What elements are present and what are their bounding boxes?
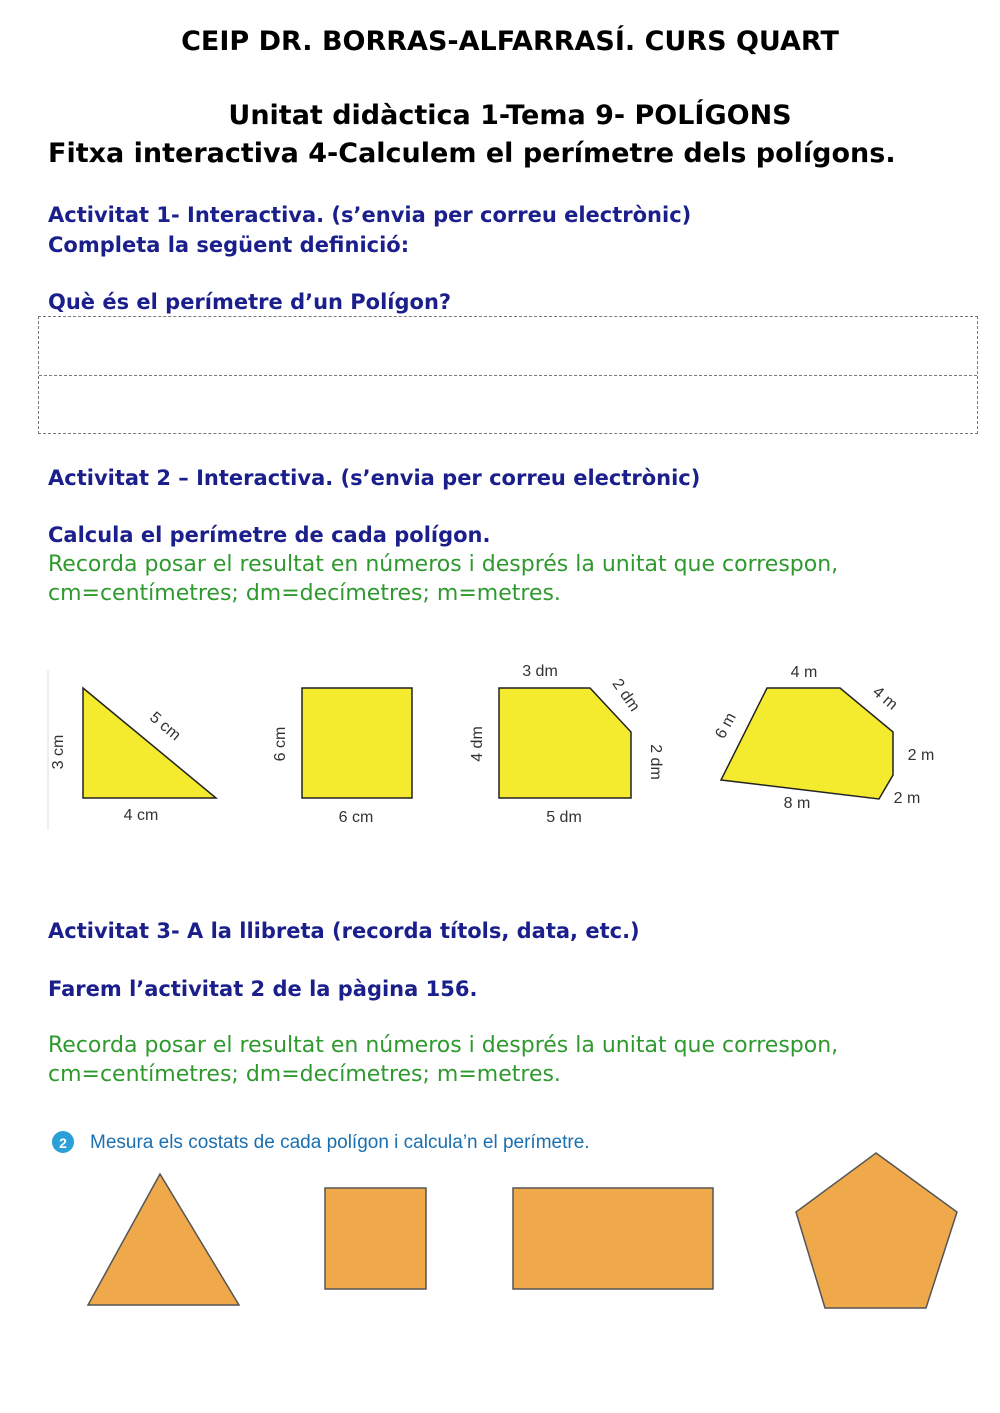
hexagon-label-top: 4 m bbox=[790, 664, 818, 681]
answer-input-1[interactable] bbox=[41, 319, 975, 373]
triangle-label-bottom: 4 cm bbox=[123, 807, 159, 824]
exercise-instruction: Mesura els costats de cada polígon i calcula’n el perímetre. bbox=[90, 1132, 590, 1153]
square-shape bbox=[302, 688, 412, 798]
hexagon-label-diag: 4 m bbox=[869, 683, 901, 714]
activity1-title: Activitat 1- Interactiva. (s’envia per correu electrònic) bbox=[48, 203, 692, 227]
answer-box bbox=[38, 316, 978, 434]
activity2-reminder-1: Recorda posar el resultat en números i després la unitat que correspon, bbox=[48, 552, 839, 577]
pentagon-label-bottom: 5 dm bbox=[546, 809, 582, 826]
pentagon-label-right: 2 dm bbox=[647, 744, 664, 780]
activity3-reminder-1: Recorda posar el resultat en números i després la unitat que correspon, bbox=[48, 1033, 839, 1058]
answer-line-1 bbox=[39, 317, 977, 376]
triangle-label-hyp: 5 cm bbox=[146, 708, 184, 745]
triangle-label-left: 3 cm bbox=[50, 734, 67, 770]
square-label-bottom: 6 cm bbox=[338, 809, 374, 826]
activity2-reminder-2: cm=centímetres; dm=decímetres; m=metres. bbox=[48, 581, 561, 606]
square-label-left: 6 cm bbox=[272, 726, 289, 762]
pentagon-label-left: 4 dm bbox=[469, 726, 486, 762]
book-rectangle bbox=[513, 1188, 713, 1289]
triangle-shape bbox=[83, 688, 216, 798]
hexagon-label-left: 6 m bbox=[712, 710, 740, 742]
activity2-figures bbox=[0, 650, 1000, 840]
pentagon-label-diag: 2 dm bbox=[608, 675, 643, 715]
book-triangle bbox=[88, 1174, 239, 1305]
unit-title: Unitat didàctica 1-Tema 9- POLÍGONS bbox=[228, 100, 792, 131]
hexagon-label-bottom: 8 m bbox=[783, 795, 811, 812]
activity1-instruction: Completa la següent definició: bbox=[48, 233, 410, 257]
answer-line-2 bbox=[39, 375, 977, 433]
pentagon-shape bbox=[499, 688, 631, 798]
hexagon-shape bbox=[721, 688, 893, 799]
hexagon-label-right1: 2 m bbox=[907, 747, 935, 764]
activity3-reminder-2: cm=centímetres; dm=decímetres; m=metres. bbox=[48, 1062, 561, 1087]
activity2-instruction: Calcula el perímetre de cada polígon. bbox=[48, 523, 491, 547]
school-title: CEIP DR. BORRAS-ALFARRASÍ. CURS QUART bbox=[181, 26, 839, 57]
activity3-title: Activitat 3- A la llibreta (recorda títols, data, etc.) bbox=[48, 919, 640, 943]
activity3-figures bbox=[0, 1120, 1000, 1320]
sheet-title: Fitxa interactiva 4-Calculem el perímetre dels polígons. bbox=[48, 138, 896, 169]
hexagon-label-right2: 2 m bbox=[893, 790, 921, 807]
answer-input-2[interactable] bbox=[41, 377, 975, 431]
book-square bbox=[325, 1188, 426, 1289]
activity3-task: Farem l’activitat 2 de la pàgina 156. bbox=[48, 977, 478, 1001]
book-pentagon bbox=[796, 1153, 957, 1308]
activity1-question: Què és el perímetre d’un Polígon? bbox=[48, 290, 452, 314]
activity2-title: Activitat 2 – Interactiva. (s’envia per correu electrònic) bbox=[48, 466, 701, 490]
pentagon-label-top: 3 dm bbox=[522, 663, 558, 680]
exercise-number: 2 bbox=[59, 1135, 67, 1151]
